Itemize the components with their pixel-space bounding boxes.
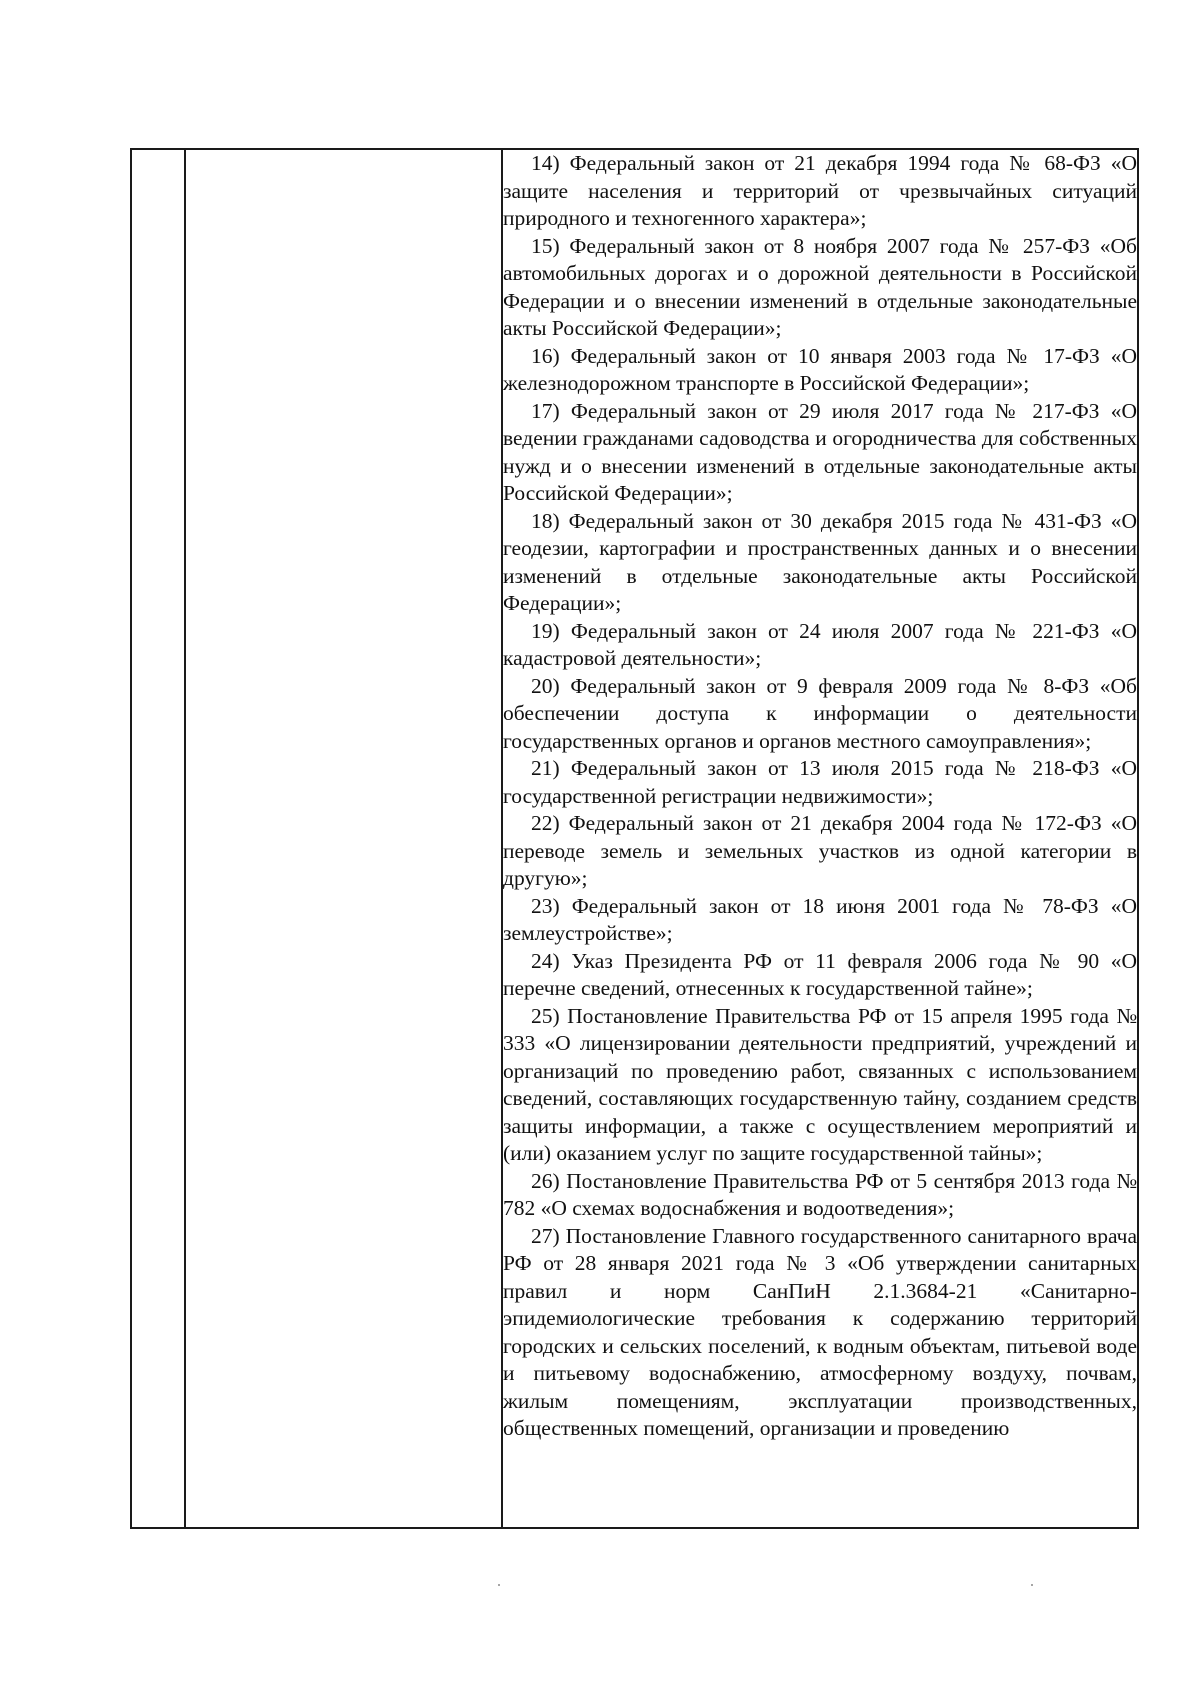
list-item: 26) Постановление Правительства РФ от 5 сентября 2013 года № 782 «О схемах водоснабжения и водоотведения»; (503, 1168, 1137, 1220)
table-row (131, 149, 1138, 1528)
list-item: 22) Федеральный закон от 21 декабря 2004 года № 172-ФЗ «О переводе земель и земельных участков из одной категории в другую»; (503, 811, 1137, 890)
title-cell (185, 149, 502, 1528)
legal-acts-list (503, 150, 1137, 1521)
list-item: 21) Федеральный закон от 13 июля 2015 года № 218-ФЗ «О государственной регистрации недвижимости»; (503, 756, 1137, 808)
list-item: 16) Федеральный закон от 10 января 2003 года № 17-ФЗ «О железнодорожном транспорте в Российской Федерации»; (503, 343, 1137, 395)
list-item: 23) Федеральный закон от 18 июня 2001 года № 78-ФЗ «О землеустройстве»; (503, 893, 1137, 945)
scan-speck (498, 1584, 500, 1586)
scan-speck (1031, 1584, 1033, 1586)
list-item: 15) Федеральный закон от 8 ноября 2007 года № 257-ФЗ «Об автомобильных дорогах и о дорожной деятельности в Российской Федерации и о внесении изменений в отдельные законодательные акты Российской Федерации»; (503, 233, 1137, 340)
list-item: 19) Федеральный закон от 24 июля 2007 года № 221-ФЗ «О кадастровой деятельности»; (503, 618, 1137, 670)
list-item: 20) Федеральный закон от 9 февраля 2009 года № 8-ФЗ «Об обеспечении доступа к информации о деятельности государственных органов и органов местного самоуправления»; (503, 673, 1137, 753)
list-item: 17) Федеральный закон от 29 июля 2017 года № 217-ФЗ «О ведении гражданами садоводства и огородничества для собственных нужд и о внесении изменений в отдельные законодательные акты Российской Федерации»; (503, 398, 1137, 505)
number-cell (131, 149, 185, 1528)
list-item: 18) Федеральный закон от 30 декабря 2015 года № 431-ФЗ «О геодезии, картографии и пространственных данных и о внесении изменений в отдельные законодательные акты Российской Федерации»; (503, 508, 1137, 615)
list-item: 14) Федеральный закон от 21 декабря 1994 года № 68-ФЗ «О защите населения и территорий от чрезвычайных ситуаций природного и техногенного характера»; (503, 151, 1137, 230)
content-cell (502, 149, 1138, 1528)
list-item: 27) Постановление Главного государственного санитарного врача РФ от 28 января 2021 года № 3 «Об утверждении санитарных правил и норм СанПиН 2.1.3684-21 «Санитарно-эпидемиологические требования к содержанию территорий городских и сельских поселений, к водным объектам, питьевой воде и питьевому водоснабжению, атмосферному воздуху, почвам, жилым помещениям, эксплуатации производственных, общественных помещений, организации и проведению (503, 1223, 1137, 1440)
document-table (130, 148, 1139, 1529)
list-item: 25) Постановление Правительства РФ от 15 апреля 1995 года № 333 «О лицензировании деятельности предприятий, учреждений и организаций по проведению работ, связанных с использованием сведений, составляющих государственную тайну, созданием средств защиты информации, а также с осуществлением мероприятий и (или) оказанием услуг по защите государственной тайны»; (503, 1003, 1137, 1165)
list-item: 24) Указ Президента РФ от 11 февраля 2006 года № 90 «О перечне сведений, отнесенных к государственной тайне»; (503, 948, 1137, 1000)
